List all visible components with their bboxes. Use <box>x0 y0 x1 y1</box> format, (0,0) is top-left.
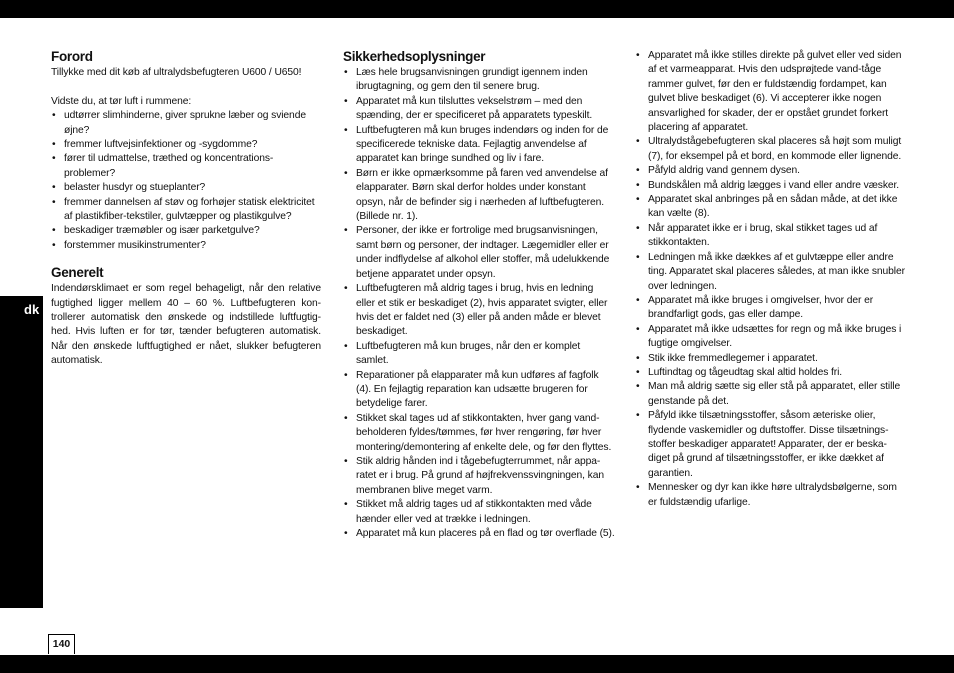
list-item: • Apparatet må ikke udsættes for regn og må ikke bruges i fugtige omgivelser. <box>635 323 907 352</box>
forord-text: Tillykke med dit køb af ultralydsbefugteren U600 / U650! <box>51 67 302 78</box>
list-item: • beskadiger træmøbler og især parketgulve? <box>51 224 321 238</box>
list-item: • Luftbefugteren må kun bruges indendørs og inden for de specificerede tekniske data. Fejlagtig anvendelse af apparatet kan bringe sundhed og liv i fare. <box>343 124 615 167</box>
column-3 <box>635 49 907 510</box>
list-item: • Luftbefugteren må aldrig tages i brug, hvis en ledning eller et stik er beskadiget (2), hvis apparatet svigter, eller hvis det er faldet ned (3) eller på anden måde er blevet beskadiget. <box>343 282 615 340</box>
list-item: • Apparatet skal anbringes på en sådan måde, at det ikke kan vælte (8). <box>635 193 907 222</box>
list-item: • Bundskålen må aldrig lægges i vand eller andre væsker. <box>635 179 907 193</box>
list-item: • fører til udmattelse, træthed og koncentrations-problemer? <box>51 152 321 181</box>
list-item: • Læs hele brugsanvisningen grundigt igennem inden ibrugtagning, og gem den til senere brug. <box>343 66 615 95</box>
bottom-bar <box>0 655 954 673</box>
vidste-intro: Vidste du, at tør luft i rummene: <box>51 95 192 107</box>
list-item: • Stikket skal tages ud af stikkontakten, hver gang vand-beholderen fyldes/tømmes, før hver rengøring, før hver montering/demontering af enkelte dele, og før den flyttes. <box>343 412 615 455</box>
list-item: • Påfyld ikke tilsætningsstoffer, såsom æteriske olier, flydende vaskemidler og duftstoffer. Disse tilsætnings-stoffer beskadiger apparatet! Apparater, der er beska-diget på grund af tilsætningsstoffer, er ikke dækket af garantien. <box>635 409 907 481</box>
list-item: • Apparatet må kun tilsluttes vekselstrøm – med den spænding, der er specificeret på apparatets typeskilt. <box>343 95 615 124</box>
list-item: • fremmer dannelsen af støv og forhøjer statisk elektricitet af plastikfiber-tekstiler, gulvtæpper og plastikgulve? <box>51 196 321 225</box>
list-item: • Stikket må aldrig tages ud af stikkontakten med våde hænder eller ved at trække i ledningen. <box>343 498 615 527</box>
list-item: • Børn er ikke opmærksomme på faren ved anvendelse af elapparater. Børn skal derfor holdes under konstant opsyn, når de befinder sig i nærheden af luftbefugteren. (Billede nr. 1). <box>343 167 615 225</box>
column-1 <box>51 49 321 369</box>
list-item: • forstemmer musikinstrumenter? <box>51 239 321 253</box>
list-item: • Ultralydstågebefugteren skal placeres så højt som muligt (7), for eksempel på et bord, en kommode eller lignende. <box>635 135 907 164</box>
list-item: • Man må aldrig sætte sig eller stå på apparatet, eller stille genstande på det. <box>635 380 907 409</box>
safety-heading: Sikkerhedsoplysninger <box>343 49 486 64</box>
safety-list <box>343 66 615 541</box>
list-item: • belaster husdyr og stueplanter? <box>51 181 321 195</box>
page-number: 140 <box>48 634 75 654</box>
list-item: • Når apparatet ikke er i brug, skal stikket tages ud af stikkontakten. <box>635 222 907 251</box>
list-item: • Mennesker og dyr kan ikke høre ultralydsbølgerne, som er fuldstændig ufarlige. <box>635 481 907 510</box>
list-item: • Stik aldrig hånden ind i tågebefugterrummet, når appa-ratet er i brug. På grund af højfrekvenssvingningen, kan membranen blive meget varm. <box>343 455 615 498</box>
list-item: • Ledningen må ikke dækkes af et gulvtæppe eller andre ting. Apparatet skal placeres således, at man ikke snubler over ledningen. <box>635 251 907 294</box>
top-bar <box>0 0 954 18</box>
language-label: dk <box>24 302 40 317</box>
list-item: • Påfyld aldrig vand gennem dysen. <box>635 164 907 178</box>
generelt-text: Indendørsklimaet er som regel behageligt, når den relative fugtighed ligger mellem 40 – 60 %. Luftbefugteren kon-trollerer automatisk den ønskede og indstillede luftfugtig-hed. Hvis luften er for tør, tænder befugteren automatisk. Når den ønskede luftfugtighed er nået, slukker befugteren automatisk. <box>51 283 321 367</box>
list-item: • fremmer luftvejsinfektioner og -sygdomme? <box>51 138 321 152</box>
safety-list-continued <box>635 49 907 510</box>
list-item: • Stik ikke fremmedlegemer i apparatet. <box>635 352 907 366</box>
list-item: • Apparatet må ikke bruges i omgivelser, hvor der er brandfarligt gods, gas eller dampe. <box>635 294 907 323</box>
list-item: • Reparationer på elapparater må kun udføres af fagfolk (4). En fejlagtig reparation kan udsætte brugeren for betydelige farer. <box>343 369 615 412</box>
forord-heading: Forord <box>51 49 93 64</box>
list-item: • Apparatet må ikke stilles direkte på gulvet eller ved siden af et varmeapparat. Hvis den udsprøjtede vand-tåge rammer gulvet, før den er fuldstændig fordampet, kan gulvet blive beskadiget (6). Vi accepterer ikke nogen ansvarlighed for skader, der er opstået grundet forkert placering af apparatet. <box>635 49 907 135</box>
list-item: • udtørrer slimhinderne, giver sprukne læber og sviende øjne? <box>51 109 321 138</box>
language-tab <box>0 296 43 608</box>
list-item: • Personer, der ikke er fortrolige med brugsanvisningen, samt børn og personer, der indtager. Lægemidler eller er under indflydelse af alkohol eller stoffer, må udelukkende betjene apparatet under opsyn. <box>343 224 615 282</box>
dry-air-list <box>51 109 321 253</box>
list-item: • Apparatet må kun placeres på en flad og tør overflade (5). <box>343 527 615 541</box>
list-item: • Luftindtag og tågeudtag skal altid holdes fri. <box>635 366 907 380</box>
list-item: • Luftbefugteren må kun bruges, når den er komplet samlet. <box>343 340 615 369</box>
column-2 <box>343 49 615 541</box>
generelt-heading: Generelt <box>51 265 104 281</box>
